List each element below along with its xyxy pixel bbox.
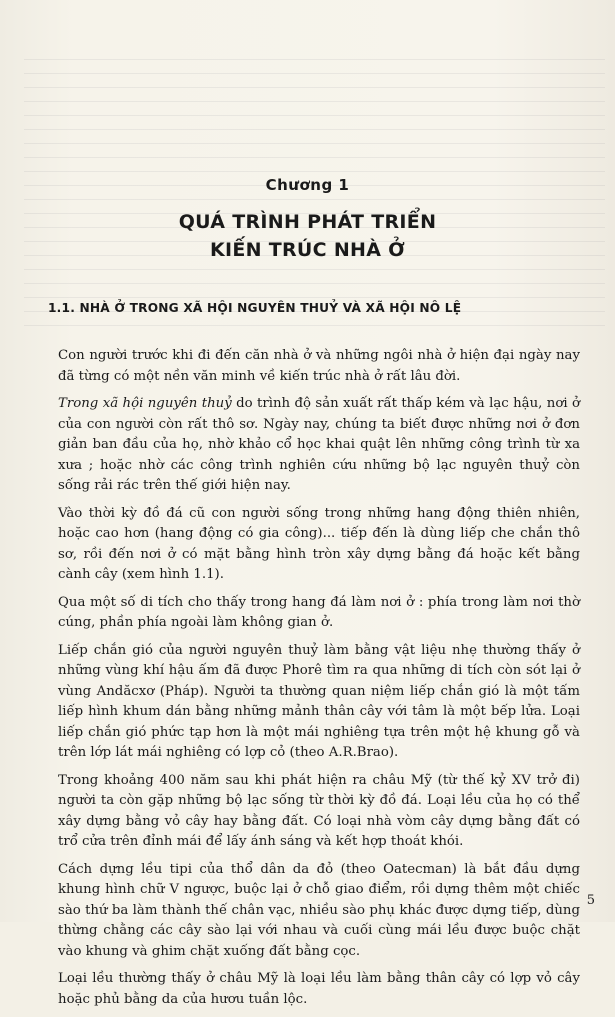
paragraph: Liếp chắn gió của người nguyên thuỷ làm bằng vật liệu nhẹ thường thấy ở những vùng khí hậu ấm đã được Phorê tìm ra qua những di tích còn sót lại ở vùng Andăcxơ (Pháp). Người ta thường quan niệm liếp chắn gió là một tấm liếp hình khum dán bằng những mảnh thân cây với tâm là một bếp lửa. Loại liếp chắn gió phức tạp hơn là một mái nghiêng tựa trên một hệ khung gỗ và trên lớp lát mái nghiêng có lợp cỏ (theo A.R.Brao). [58, 642, 580, 760]
chapter-title [0, 208, 615, 264]
paragraph: Trong khoảng 400 năm sau khi phát hiện ra châu Mỹ (từ thế kỷ XV trở đi) người ta còn gặp những bộ lạc sống từ thời kỳ đồ đá. Loại lều của họ có thể xây dựng bằng vỏ cây hay bằng đất. Có loại nhà vòm cây dựng bằng đất có trổ cửa trên đỉnh mái để lấy ánh sáng và kết hợp thoát khói. [58, 772, 580, 849]
section-heading: 1.1. NHÀ Ở TRONG XÃ HỘI NGUYÊN THUỶ VÀ XÃ HỘI NÔ LỆ [48, 301, 462, 315]
paragraph: Trong xã hội nguyên thuỷ do trình độ sản xuất rất thấp kém và lạc hậu, nơi ở của con người còn rất thô sơ. Ngày nay, chúng ta biết được những nơi ở đơn giản ban đầu của họ, nhờ khảo cổ học khai quật lên những công trình từ xa xưa ; hoặc nhờ các công trình nghiên cứu những bộ lạc nguyên thuỷ còn sống rải rác trên thế giới hiện nay. [58, 396, 580, 493]
italic-lead: Trong xã hội nguyên thuỷ [58, 396, 232, 411]
body-text [58, 346, 580, 1017]
chapter-label: Chương 1 [265, 176, 350, 194]
paragraph: Con người trước khi đi đến căn nhà ở và những ngôi nhà ở hiện đại ngày nay đã từng có một nền văn minh về kiến trúc nhà ở rất lâu đời. [58, 348, 580, 384]
paragraph: Cách dựng lều tipi của thổ dân da đỏ (theo Oatecman) là bắt đầu dựng khung hình chữ V ngược, buộc lại ở chỗ giao điểm, rồi dựng thêm một chiếc sào thứ ba làm thành thế chân vạc, nhiều sào phụ khác được dựng tiếp, dùng thừng chằng các cây sào lại với nhau và cuối cùng mái lều được buộc chặt vào khung và ghim chặt xuống đất bằng cọc. [58, 861, 580, 959]
page-number: 5 [586, 893, 595, 908]
chapter-title-line-2: KIẾN TRÚC NHÀ Ở [209, 239, 406, 261]
paragraph: Vào thời kỳ đồ đá cũ con người sống trong những hang động thiên nhiên, hoặc cao hơn (hang động có gia công)... tiếp đến là dùng liếp che chắn thô sơ, rồi đến nơi ở có mặt bằng hình tròn xây dựng bằng đá hoặc kết bằng cành cây (xem hình 1.1). [58, 505, 580, 582]
paragraph: Qua một số di tích cho thấy trong hang đá làm nơi ở : phía trong làm nơi thờ cúng, phần phía ngoài làm không gian ở. [58, 594, 580, 630]
chapter-title-line-1: QUÁ TRÌNH PHÁT TRIỂN [178, 211, 437, 233]
paragraph: Loại lều thường thấy ở châu Mỹ là loại lều làm bằng thân cây có lợp vỏ cây hoặc phủ bằng da của hươu tuần lộc. [58, 971, 580, 1007]
